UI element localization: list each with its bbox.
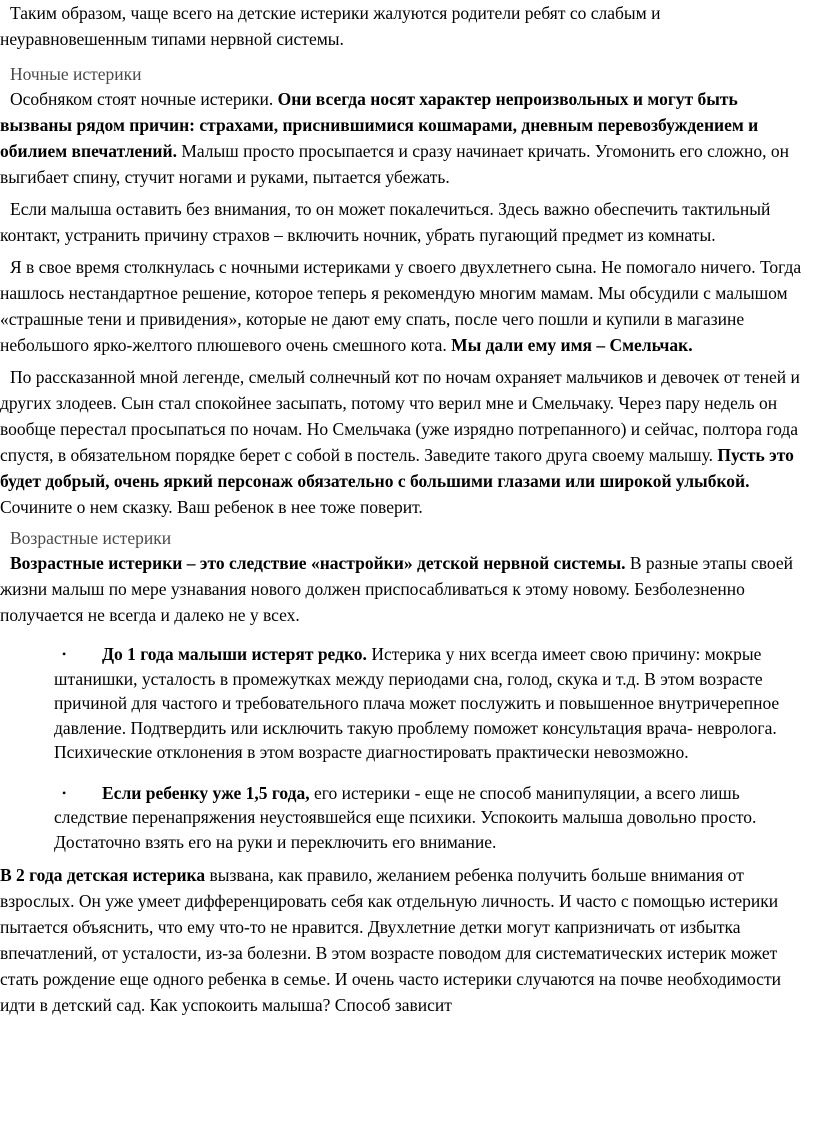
bullet-icon: • <box>62 647 67 661</box>
age-tantrums-bold: Возрастные истерики – это следствие «настройки» детской нервной системы. <box>10 553 626 573</box>
list-item <box>0 642 816 765</box>
paragraph-legend <box>0 364 816 520</box>
story-name-bold: Мы дали ему имя – Смельчак. <box>451 335 693 355</box>
list-item-bold: До 1 года малыши истерят редко. <box>102 644 367 664</box>
paragraph-two-years <box>0 862 816 1018</box>
list-item-body: Истерика у них всегда имеет свою причину: мокрые штанишки, усталость в промежутках между периодами сна, голод, скука и т.д. В этом возрасте причиной для частого и требовательного плача может послужить и повышенное внутричерепное давление. Подтвердить или исключить такую проблему поможет консультация врача- невролога. Психические отклонения в этом возрасте диагностировать практически невозможно. <box>54 644 780 762</box>
heading-age-tantrums: Возрастные истерики <box>10 528 172 548</box>
night-intro-text: Особняком стоят ночные истерики. <box>10 89 278 109</box>
legend-text: По рассказанной мной легенде, смелый солнечный кот по ночам охраняет мальчиков и девочек от теней и других злодеев. Сын стал спокойнее засыпать, потому что верил мне и Смельчаку. Через пару недель он вообще перестал просыпаться по ночам. Но Смельчака (уже изрядно потрепанного) и сейчас, полтора года спустя, в обязательном порядке берет с собой в постель. Заведите такого друга своему малышу. <box>0 367 800 465</box>
paragraph-safety: Если малыша оставить без внимания, то он может покалечиться. Здесь важно обеспечить тактильный контакт, устранить причину страхов – включить ночник, убрать пугающий предмет из комнаты. <box>0 199 771 245</box>
two-years-text: вызвана, как правило, желанием ребенка получить больше внимания от взрослых. Он уже умеет дифференцировать себя как отдельную личность. И часто с помощью истерики пытается объяснить, что ему что-то не нравится. Двухлетние детки могут капризничать от избытка впечатлений, от усталости, из-за болезни. В этом возрасте поводом для систематических истерик может стать рождение еще одного ребенка в семье. И очень часто истерики случаются на почве необходимости идти в детский сад. Как успокоить малыша? Способ зависит <box>0 865 781 1015</box>
list-item-text <box>54 642 810 765</box>
list-item-bold: Если ребенку уже 1,5 года, <box>102 782 310 803</box>
two-years-bold: В 2 года детская истерика <box>0 865 206 885</box>
paragraph-night-tantrums <box>0 86 816 190</box>
story-text: Я в свое время столкнулась с ночными истериками у своего двухлетнего сына. Не помогало ничего. Тогда нашлось нестандартное решение, которое теперь я рекомендую многим мамам. Мы обсудили с малышом «страшные тени и привидения», которые не дают ему спать, после чего пошли и купили в магазине небольшого ярко-желтого плюшевого очень смешного кота. <box>0 257 802 355</box>
night-causes-bold: Они всегда носят характер непроизвольных и могут быть вызваны рядом причин: страхами, приснившимися кошмарами, дневным перевозбуждением и обилием впечатлений. <box>0 89 759 161</box>
legend-ending-text: Сочините о нем сказку. Ваш ребенок в нее тоже поверит. <box>0 497 423 517</box>
list-item-text <box>54 781 810 855</box>
age-tantrums-text: В разные этапы своей жизни малыш по мере узнавания нового должен приспосабливаться к этому новому. Безболезненно получается не всегда и далеко не у всех. <box>0 553 794 625</box>
night-symptoms-text: Малыш просто просыпается и сразу начинает кричать. Угомонить его сложно, он выгибает спину, стучит ногами и руками, пытается убежать. <box>0 141 789 187</box>
paragraph-personal-story <box>0 254 816 358</box>
paragraph-summary: Таким образом, чаще всего на детские истерики жалуются родители ребят со слабым и неуравновешенным типами нервной системы. <box>0 3 661 49</box>
legend-advice-bold: Пусть это будет добрый, очень яркий персонаж обязательно с большими глазами или широкой улыбкой. <box>0 445 794 491</box>
paragraph-age-tantrums <box>0 550 816 628</box>
heading-night-tantrums: Ночные истерики <box>10 64 142 84</box>
bullet-icon: • <box>62 785 67 800</box>
list-item-body: его истерики - еще не способ манипуляции, а всего лишь следствие перенапряжения неустоявшейся еще психики. Успокоить малыша довольно просто. Достаточно взять его на руки и переключить его внимание. <box>54 782 757 852</box>
list-item <box>0 781 816 855</box>
